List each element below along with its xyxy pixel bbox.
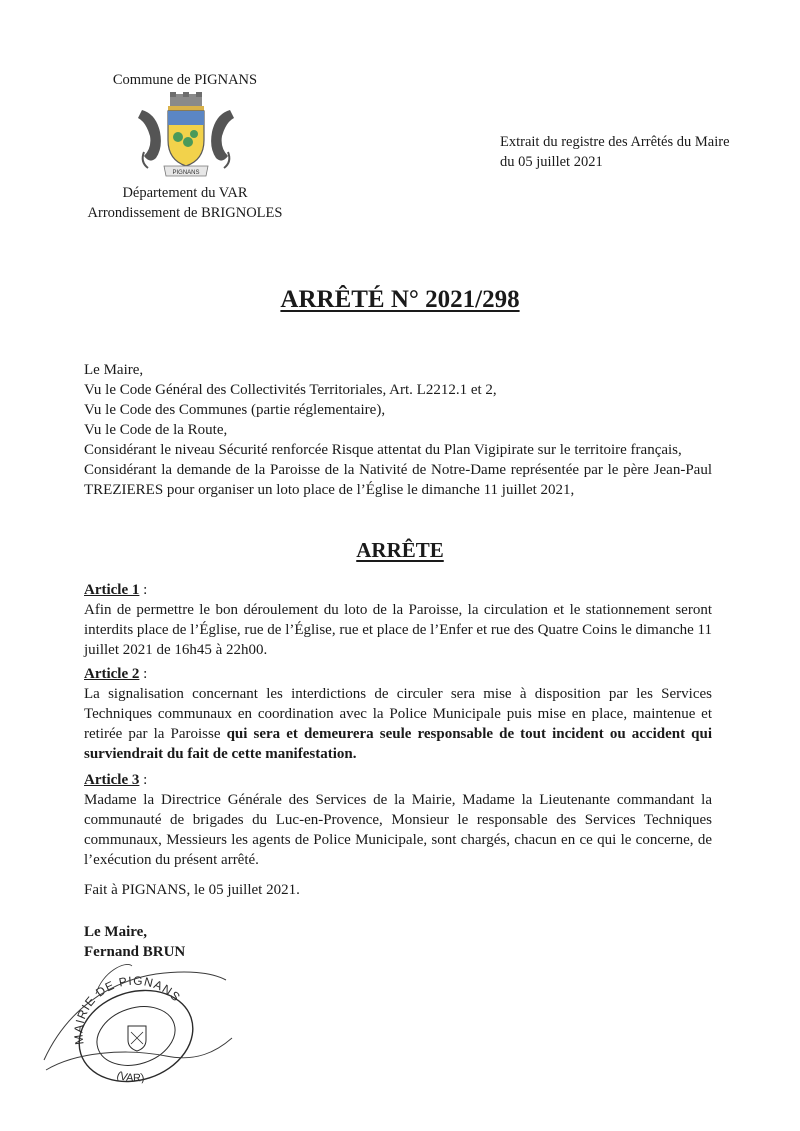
article-1-text: Afin de permettre le bon déroulement du loto de la Paroisse, la circulation et le stationnement seront interdits place de l’Église, rue de l’Église, rue et place de l’Enfer et rue des Quatre Coins le dimanche 11 juillet 2021 de 16h45 à 22h00. [84,602,712,658]
article-2-text: La signalisation concernant les interdictions de circuler sera mise à disposition par les Services Techniques communaux en coordination avec la Police Municipale puis mise en place, maintenue et retirée par la Paroisse [84,686,712,742]
department-block [70,183,300,223]
preamble-vu-1: Vu le Code Général des Collectivités Territoriales, Art. L2212.1 et 2, [84,382,497,398]
article-3-title: Article 3 [84,772,140,788]
registry-extract [500,132,730,172]
stamp-text-bottom: (VAR) [115,1069,146,1085]
signature-role: Le Maire, [84,924,148,940]
mairie-stamp [36,952,236,1092]
signature-name: Fernand BRUN [84,944,186,960]
svg-text:(VAR) [115,1069,145,1084]
preamble-considerant-1: Considérant le niveau Sécurité renforcée Risque attentat du Plan Vigipirate sur le territoire français, [84,442,682,458]
preamble-intro: Le Maire, [84,362,144,378]
preamble [84,360,712,500]
page-title: ARRÊTÉ N° 2021/298 [280,286,520,313]
article-1-title: Article 1 [84,582,140,598]
article-2-text-bold: qui sera et demeurera seule responsable de tout incident ou accident qui surviendrait du fait de cette manifestation. [84,726,713,762]
article-2-title: Article 2 [84,666,140,682]
article-2-body [84,684,712,764]
article-3-heading: Article 3 : [84,772,148,788]
article-2 [84,664,712,764]
coat-of-arms-logo [130,92,242,178]
registry-date: du 05 juillet 2021 [500,154,603,170]
article-1-heading: Article 1 : [84,582,148,598]
registry-line-1: Extrait du registre des Arrêtés du Maire [500,134,730,150]
decision-heading: ARRÊTE [356,538,444,562]
arrondissement: Arrondissement de BRIGNOLES [87,205,283,221]
article-3 [84,770,712,870]
stamp-text-top: MAIRIE DE PIGNANS [71,973,184,1046]
department: Département du VAR [122,185,248,201]
article-3-text: Madame la Directrice Générale des Services de la Mairie, Madame la Lieutenante commandant la communauté de brigades du Luc-en-Provence, Monsieur le responsable des Services Techniques communaux, Messieurs les agents de Police Municipale, sont chargés, chacun en ce qui le concerne, de l’exécution du présent arrêté. [84,792,712,868]
article-1 [84,580,712,660]
crest-caption: PIGNANS [172,170,200,176]
commune-name: Commune de PIGNANS [112,72,258,88]
preamble-vu-2: Vu le Code des Communes (partie réglementaire), [84,402,386,418]
place-date: Fait à PIGNANS, le 05 juillet 2021. [84,882,300,898]
article-2-heading: Article 2 : [84,666,148,682]
preamble-considerant-2: Considérant la demande de la Paroisse de la Nativité de Notre-Dame représentée par le père Jean-Paul TREZIERES pour organiser un loto place de l’Église le dimanche 11 juillet 2021, [84,462,712,498]
preamble-vu-3: Vu le Code de la Route, [84,422,228,438]
